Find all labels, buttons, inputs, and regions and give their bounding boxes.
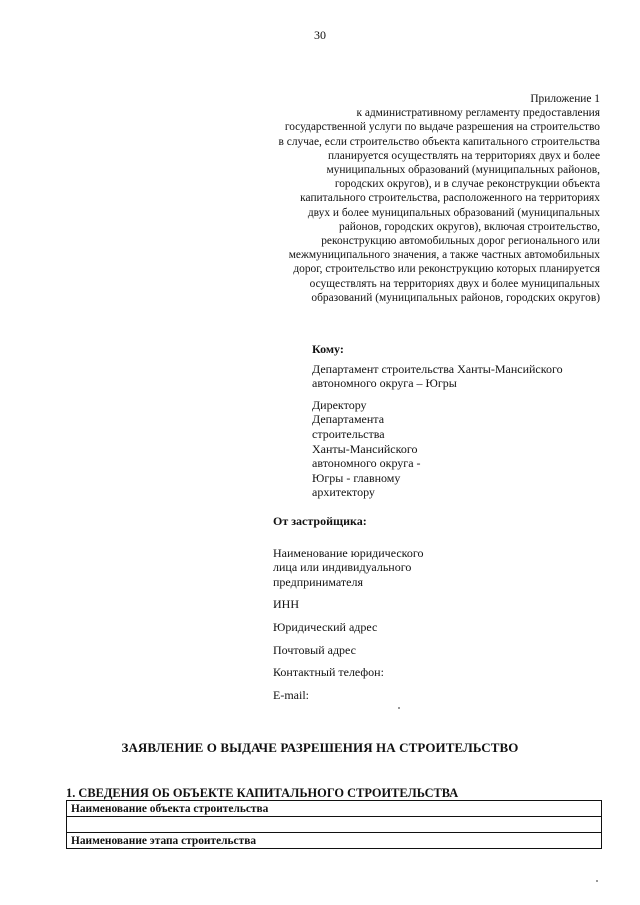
appendix-line: дорог, строительство или реконструкцию которых планируется: [293, 263, 600, 276]
recipient-director-line: Департамента: [312, 412, 385, 427]
legal-address-field: Юридический адрес: [273, 619, 378, 634]
table-row: [67, 817, 602, 833]
appendix-line: районов, городских округов), включая строительство,: [339, 220, 600, 233]
applicant-label: От застройщика:: [273, 514, 367, 528]
table-row: [67, 833, 602, 849]
table-cell: Наименование объекта строительства: [67, 801, 602, 817]
postal-address-field: Почтовый адрес: [273, 642, 357, 657]
recipient-department: [312, 362, 563, 391]
applicant-name-field: [273, 546, 424, 590]
recipient-director-line: автономного округа -: [312, 456, 421, 471]
recipient-director-line: архитектору: [312, 485, 375, 500]
appendix-line: к административному регламенту предоставления: [356, 107, 600, 120]
recipient-department-line: автономного округа – Югры: [312, 376, 457, 391]
appendix-line: капитального строительства, расположенного на территориях: [300, 192, 600, 205]
appendix-line: планируется осуществлять на территориях двух и более: [327, 149, 600, 162]
appendix-line: государственной услуги по выдаче разрешения на строительство: [284, 121, 600, 134]
document-title: ЗАЯВЛЕНИЕ О ВЫДАЧЕ РАЗРЕШЕНИЯ НА СТРОИТЕЛЬСТВО: [121, 740, 519, 755]
table-cell: [67, 817, 602, 833]
applicant-name-line: лица или индивидуального: [273, 560, 412, 575]
appendix-line: реконструкцию автомобильных дорог регионального или: [321, 235, 600, 248]
table-row: [67, 801, 602, 817]
appendix-line: осуществлять на территориях двух и более муниципальных: [309, 277, 600, 290]
recipient-label: Кому:: [312, 342, 344, 356]
recipient-director-line: Югры - главному: [312, 470, 401, 485]
recipient-director-line: строительства: [312, 426, 385, 441]
scan-speck: [398, 707, 400, 709]
appendix-line: городских округов), и в случае реконструкции объекта: [334, 178, 600, 191]
scan-speck: [596, 880, 598, 882]
appendix-line: Приложение 1: [530, 93, 600, 105]
recipient-department-line: Департамент строительства Ханты-Мансийского: [312, 361, 563, 376]
phone-field: Контактный телефон:: [273, 665, 384, 680]
appendix-header: [236, 92, 600, 305]
recipient-director: [312, 398, 563, 500]
appendix-line: в случае, если строительство объекта капитального строительства: [278, 135, 600, 148]
appendix-line: муниципальных образований (муниципальных районов,: [326, 164, 600, 177]
inn-field: ИНН: [273, 597, 299, 612]
table-cell: Наименование этапа строительства: [67, 833, 602, 849]
applicant-name-line: Наименование юридического: [273, 545, 424, 560]
recipient-block: [312, 342, 563, 500]
page-number: 30: [314, 28, 326, 42]
appendix-line: образований (муниципальных районов, городских округов): [311, 291, 600, 304]
applicant-block: [273, 514, 424, 702]
applicant-name-line: предпринимателя: [273, 574, 363, 589]
appendix-line: двух и более муниципальных образований (муниципальных: [307, 206, 600, 219]
section-heading: 1. СВЕДЕНИЯ ОБ ОБЪЕКТЕ КАПИТАЛЬНОГО СТРОИТЕЛЬСТВА: [66, 786, 459, 800]
appendix-line: межмуниципального значения, а также частных автомобильных: [288, 249, 600, 262]
email-field: E-mail:: [273, 687, 309, 702]
object-info-table: [66, 800, 602, 849]
recipient-director-line: Ханты-Мансийского: [312, 441, 418, 456]
recipient-director-line: Директору: [312, 397, 367, 412]
